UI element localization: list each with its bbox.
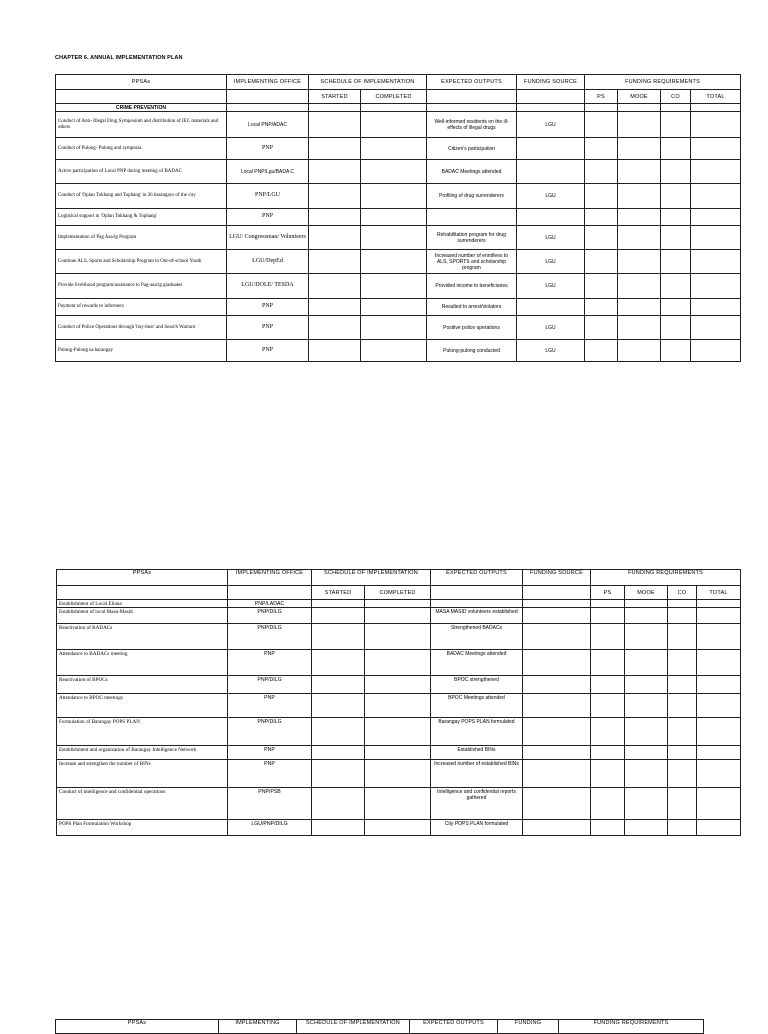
funding-source-cell (523, 820, 591, 836)
started-cell (312, 694, 365, 718)
output-cell: BPOC Meetings attended (431, 694, 523, 718)
table-row (57, 608, 741, 624)
co-cell (668, 624, 697, 650)
ppsa-cell: Implementation of Pag Asa/ig Program (56, 226, 227, 250)
completed-cell (361, 299, 427, 316)
header-funding-source: FUNDING SOURCE (523, 570, 591, 586)
mooe-cell (625, 718, 668, 746)
header-ps: PS (591, 586, 625, 600)
ppsa-cell: Establishment of Local Eliana (57, 600, 228, 608)
ppsa-cell: Establishment of local Masa-Masid (57, 608, 228, 624)
co-cell (668, 650, 697, 676)
ps-cell (585, 138, 618, 160)
completed-cell (361, 209, 427, 226)
total-cell (697, 608, 741, 624)
ppsa-cell: Conduct of Anti- Illegal Drug Symposium and distribution of IEC materials and others (56, 112, 227, 138)
total-cell (697, 746, 741, 760)
started-cell (312, 820, 365, 836)
office-cell: LGU/ Congressman/ Volunteers (227, 226, 309, 250)
office-cell: PNP/LADAC (228, 600, 312, 608)
ps-cell (591, 788, 625, 820)
ps-cell (591, 820, 625, 836)
ppsa-cell: Pulong-Pulong sa barangay (56, 340, 227, 362)
total-cell (697, 718, 741, 746)
ps-cell (585, 340, 618, 362)
ppsa-cell: Payment of rewards to informers (56, 299, 227, 316)
header-completed: COMPLETED (365, 586, 431, 600)
ppsa-cell: Conduct of Police Operations through 'buy-bust' and Search Warrant (56, 316, 227, 340)
output-cell: Citizen's participation (427, 138, 517, 160)
output-cell: BPOC strengthened (431, 676, 523, 694)
completed-cell (361, 184, 427, 209)
mooe-cell (625, 788, 668, 820)
output-cell: MASA MASID volunteers established (431, 608, 523, 624)
mooe-cell (625, 608, 668, 624)
co-cell (661, 340, 691, 362)
office-cell: Local PNP/ADAC (227, 112, 309, 138)
section-title: CRIME PREVENTION (56, 104, 227, 112)
implementation-table-2 (56, 569, 741, 836)
started-cell (312, 624, 365, 650)
office-cell: PNP (227, 316, 309, 340)
started-cell (309, 184, 361, 209)
ps-cell (591, 624, 625, 650)
ps-cell (591, 746, 625, 760)
ps-cell (591, 608, 625, 624)
co-cell (668, 820, 697, 836)
mooe-cell (625, 694, 668, 718)
mooe-cell (618, 299, 661, 316)
header-total: TOTAL (697, 586, 741, 600)
funding-source-cell: LGU (517, 112, 585, 138)
implementation-table-3 (55, 1019, 704, 1034)
funding-source-cell: LGU (517, 250, 585, 274)
header-mooe: MOOE (618, 90, 661, 104)
funding-source-cell: LGU (517, 340, 585, 362)
mooe-cell (625, 624, 668, 650)
table-row (57, 694, 741, 718)
header-schedule: SCHEDULE OF IMPLEMENTATION (312, 570, 431, 586)
header-outputs: EXPECTED OUTPUTS (427, 75, 517, 90)
output-cell: BADAC Meetings attended (431, 650, 523, 676)
co-cell (661, 299, 691, 316)
funding-source-cell (523, 650, 591, 676)
completed-cell (365, 608, 431, 624)
completed-cell (361, 340, 427, 362)
table-row (57, 676, 741, 694)
table-row (56, 340, 741, 362)
mooe-cell (618, 274, 661, 299)
ppsa-cell: Conduct of intelligence and confidential operations (57, 788, 228, 820)
ppsa-cell: Reactivation of BADACs (57, 624, 228, 650)
completed-cell (361, 316, 427, 340)
mooe-cell (618, 112, 661, 138)
table-row (57, 600, 741, 608)
output-cell: Profiling of drug surrenderers (427, 184, 517, 209)
ppsa-cell: Attendance to BADACs meeting (57, 650, 228, 676)
co-cell (661, 160, 691, 184)
table-row (56, 138, 741, 160)
mooe-cell (618, 138, 661, 160)
co-cell (668, 760, 697, 788)
co-cell (661, 274, 691, 299)
output-cell: Positive police operations (427, 316, 517, 340)
started-cell (312, 676, 365, 694)
total-cell (697, 820, 741, 836)
office-cell: PNP/DILG (228, 608, 312, 624)
mooe-cell (625, 676, 668, 694)
output-cell (427, 209, 517, 226)
started-cell (312, 788, 365, 820)
total-cell (697, 694, 741, 718)
co-cell (661, 112, 691, 138)
funding-source-cell (523, 746, 591, 760)
office-cell: PNP (228, 650, 312, 676)
ps-cell (585, 299, 618, 316)
output-cell: Resulted to arrest/violators (427, 299, 517, 316)
co-cell (661, 184, 691, 209)
output-cell: Provided income to beneficiaries (427, 274, 517, 299)
mooe-cell (618, 340, 661, 362)
funding-source-cell: LGU (517, 274, 585, 299)
ppsa-cell: Continue ALS, Sports and Scholarship Program to Out-of-school Youth (56, 250, 227, 274)
output-cell: Increased number of enrollees to ALS, SPORTS and scholarship program (427, 250, 517, 274)
table-row (56, 299, 741, 316)
started-cell (312, 746, 365, 760)
funding-source-cell (517, 138, 585, 160)
funding-source-cell (523, 608, 591, 624)
office-cell: PNP (227, 340, 309, 362)
ppsa-cell: Attendance to BPOC meetings (57, 694, 228, 718)
header-schedule: SCHEDULE OF IMPLEMENTATION (297, 1020, 410, 1034)
started-cell (309, 138, 361, 160)
co-cell (661, 209, 691, 226)
ppsa-cell: Formulation of Barangay POPS PLAN (57, 718, 228, 746)
header-funding-requirements: FUNDING REQUIREMENTS (585, 75, 741, 90)
header-started: STARTED (312, 586, 365, 600)
funding-source-cell: LGU (517, 316, 585, 340)
completed-cell (361, 138, 427, 160)
ppsa-cell: POPS Plan Formulation Workshop (57, 820, 228, 836)
office-cell: PNP/DILG (228, 676, 312, 694)
ppsa-cell: Logistical support in 'Oplan Tokhang & Tophang' (56, 209, 227, 226)
co-cell (668, 718, 697, 746)
total-cell (691, 340, 741, 362)
office-cell: PNP (228, 760, 312, 788)
table-row (57, 624, 741, 650)
office-cell: LGU/DOLE/ TESDA (227, 274, 309, 299)
completed-cell (365, 694, 431, 718)
table-row (57, 788, 741, 820)
started-cell (312, 718, 365, 746)
started-cell (312, 650, 365, 676)
table-row (56, 316, 741, 340)
ps-cell (591, 760, 625, 788)
funding-source-cell (523, 676, 591, 694)
header-funding-requirements: FUNDING REQUIREMENTS (559, 1020, 704, 1034)
header-office: IMPLEMENTING (219, 1020, 297, 1034)
office-cell: Local PNP/Lgu/BADA C (227, 160, 309, 184)
total-cell (697, 650, 741, 676)
table-row (57, 760, 741, 788)
header-completed: COMPLETED (361, 90, 427, 104)
total-cell (691, 209, 741, 226)
funding-source-cell (523, 760, 591, 788)
completed-cell (361, 160, 427, 184)
ps-cell (591, 676, 625, 694)
office-cell: PNP/DILG (228, 624, 312, 650)
started-cell (309, 226, 361, 250)
office-cell: PNP (227, 299, 309, 316)
completed-cell (361, 274, 427, 299)
ps-cell (585, 226, 618, 250)
ps-cell (591, 600, 625, 608)
table-row (56, 160, 741, 184)
office-cell: LGU/PNP/DILG (228, 820, 312, 836)
completed-cell (361, 250, 427, 274)
table-row (56, 274, 741, 299)
mooe-cell (618, 209, 661, 226)
office-cell: PNP (227, 209, 309, 226)
output-cell: BADAC Meetings attended (427, 160, 517, 184)
completed-cell (365, 676, 431, 694)
ppsa-cell: Reactivation of BPOCs (57, 676, 228, 694)
ppsa-cell: Establishment and organization of Barangay Intelligence Network (57, 746, 228, 760)
funding-source-cell (523, 600, 591, 608)
ppsa-cell: Conduct of Pulong- Pulong and symposia (56, 138, 227, 160)
started-cell (309, 316, 361, 340)
ps-cell (585, 112, 618, 138)
total-cell (691, 160, 741, 184)
co-cell (661, 138, 691, 160)
funding-source-cell (517, 160, 585, 184)
office-cell: PNP/LGU (227, 184, 309, 209)
total-cell (697, 676, 741, 694)
total-cell (697, 624, 741, 650)
co-cell (668, 694, 697, 718)
started-cell (312, 760, 365, 788)
started-cell (309, 209, 361, 226)
table-row (56, 226, 741, 250)
header-co: CO (661, 90, 691, 104)
table-row (57, 746, 741, 760)
output-cell: Established BINs (431, 746, 523, 760)
header-office: IMPLEMENTING OFFICE (228, 570, 312, 586)
total-cell (691, 138, 741, 160)
completed-cell (365, 650, 431, 676)
ps-cell (591, 718, 625, 746)
started-cell (309, 112, 361, 138)
co-cell (661, 250, 691, 274)
mooe-cell (618, 316, 661, 340)
ps-cell (585, 160, 618, 184)
ppsa-cell: Active participation of Local PNP during meeting of BADAC (56, 160, 227, 184)
header-ppsas: PPSAs (56, 75, 227, 90)
table-row (56, 184, 741, 209)
office-cell: LGU/DepEd (227, 250, 309, 274)
output-cell: Pulong-pulong conducted (427, 340, 517, 362)
ps-cell (585, 274, 618, 299)
header-schedule: SCHEDULE OF IMPLEMENTATION (309, 75, 427, 90)
header-outputs: EXPECTED OUTPUTS (431, 570, 523, 586)
started-cell (312, 608, 365, 624)
funding-source-cell (523, 718, 591, 746)
completed-cell (365, 760, 431, 788)
funding-source-cell: LGU (517, 226, 585, 250)
implementation-table-1 (55, 74, 741, 362)
total-cell (691, 226, 741, 250)
office-cell: PNP/DILG (228, 718, 312, 746)
header-office: IMPLEMENTING OFFICE (227, 75, 309, 90)
mooe-cell (618, 226, 661, 250)
funding-source-cell (523, 624, 591, 650)
ps-cell (591, 650, 625, 676)
output-cell: Strengthened BADACs (431, 624, 523, 650)
completed-cell (365, 788, 431, 820)
ppsa-cell: Provide livelihood program/assistance to Pag-asa/ig graduates (56, 274, 227, 299)
completed-cell (361, 112, 427, 138)
completed-cell (365, 718, 431, 746)
co-cell (668, 746, 697, 760)
output-cell: Increased number of established BINs (431, 760, 523, 788)
completed-cell (365, 746, 431, 760)
mooe-cell (625, 760, 668, 788)
ps-cell (585, 250, 618, 274)
funding-source-cell (517, 209, 585, 226)
header-ps: PS (585, 90, 618, 104)
header-mooe: MOOE (625, 586, 668, 600)
co-cell (668, 788, 697, 820)
header-ppsas: PPSAs (56, 1020, 219, 1034)
total-cell (691, 250, 741, 274)
output-cell: Barangay POPS PLAN formulated (431, 718, 523, 746)
mooe-cell (625, 820, 668, 836)
completed-cell (365, 600, 431, 608)
funding-source-cell (523, 788, 591, 820)
total-cell (691, 112, 741, 138)
header-outputs: EXPECTED OUTPUTS (410, 1020, 498, 1034)
total-cell (697, 760, 741, 788)
header-started: STARTED (309, 90, 361, 104)
mooe-cell (618, 184, 661, 209)
table-row (57, 718, 741, 746)
started-cell (309, 250, 361, 274)
co-cell (661, 316, 691, 340)
table-row (57, 650, 741, 676)
output-cell: City POPS PLAN formulated (431, 820, 523, 836)
mooe-cell (618, 250, 661, 274)
total-cell (697, 788, 741, 820)
started-cell (309, 340, 361, 362)
total-cell (691, 299, 741, 316)
table-row (56, 250, 741, 274)
total-cell (691, 184, 741, 209)
header-total: TOTAL (691, 90, 741, 104)
table-row (57, 820, 741, 836)
started-cell (309, 274, 361, 299)
output-cell: Well-informed residents on the ill-effects of illegal drugs (427, 112, 517, 138)
office-cell: PNP (228, 746, 312, 760)
ppsa-cell: Conduct of 'Oplan Tokhang and Tophang' in 26 barangays of the city (56, 184, 227, 209)
co-cell (661, 226, 691, 250)
funding-source-cell (517, 299, 585, 316)
total-cell (697, 600, 741, 608)
ps-cell (585, 184, 618, 209)
office-cell: PNP/PSB (228, 788, 312, 820)
header-ppsas: PPSAs (57, 570, 228, 586)
completed-cell (365, 624, 431, 650)
ps-cell (591, 694, 625, 718)
mooe-cell (618, 160, 661, 184)
mooe-cell (625, 600, 668, 608)
header-funding-requirements: FUNDING REQUIREMENTS (591, 570, 741, 586)
started-cell (309, 160, 361, 184)
completed-cell (361, 226, 427, 250)
total-cell (691, 274, 741, 299)
funding-source-cell: LGU (517, 184, 585, 209)
output-cell (431, 600, 523, 608)
header-co: CO (668, 586, 697, 600)
started-cell (312, 600, 365, 608)
started-cell (309, 299, 361, 316)
ppsa-cell: Increase and strengthen the number of BINs (57, 760, 228, 788)
header-funding-source: FUNDING SOURCE (517, 75, 585, 90)
table-row (56, 209, 741, 226)
output-cell: Intelligence and confidential reports gathered (431, 788, 523, 820)
output-cell: Rehabilitation program for drug surrenderers (427, 226, 517, 250)
co-cell (668, 608, 697, 624)
co-cell (668, 676, 697, 694)
office-cell: PNP (228, 694, 312, 718)
funding-source-cell (523, 694, 591, 718)
header-funding-source: FUNDING (498, 1020, 559, 1034)
ps-cell (585, 209, 618, 226)
mooe-cell (625, 650, 668, 676)
chapter-title: CHAPTER 6. ANNUAL IMPLEMENTATION PLAN (55, 55, 183, 61)
completed-cell (365, 820, 431, 836)
total-cell (691, 316, 741, 340)
co-cell (668, 600, 697, 608)
mooe-cell (625, 746, 668, 760)
office-cell: PNP (227, 138, 309, 160)
ps-cell (585, 316, 618, 340)
table-row (56, 112, 741, 138)
